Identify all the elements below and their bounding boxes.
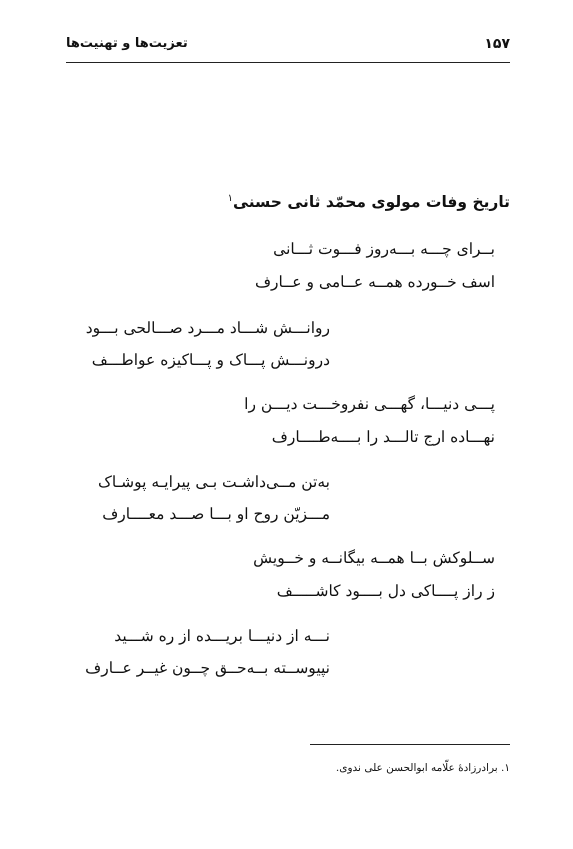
verse-line: پـــی دنیـــا، گهـــی نفروخـــت دیـــن را (244, 395, 495, 413)
page-header (66, 36, 510, 58)
verse-line: نپیوســته بــه‌حــق چــون غیــر عــارف (85, 659, 330, 677)
verse-line: نـــه از دنیـــا بریـــده از ره شـــید (114, 627, 330, 645)
verse-line: ســلوکش بــا همــه بیگانــه و خــویش (253, 549, 495, 567)
footnote: ۱. برادرزادهٔ علّامه ابوالحسن علی ندوی. (335, 762, 510, 774)
running-header-title: تعزیت‌ها و تهنیت‌ها (66, 36, 188, 51)
verse-line: به‌تن مــی‌داشـت بـی پیرایـه پوشـاک (98, 473, 330, 491)
verse-line: اسف خــورده همــه عــامی و عــارف (254, 273, 495, 291)
verse-line: نهـــاده ارج تالـــد را بــــه‌طــــارف (271, 428, 495, 446)
verse-line: درونـــش پـــاک و پـــاکیزه عواطـــف (91, 351, 330, 369)
poem-title-text: تاریخ وفات مولوی محمّد ثانی حسنی (233, 193, 510, 212)
footnote-mark: ۱ (227, 193, 234, 204)
verse-line: بــرای چـــه بـــه‌روز فـــوت ثـــانی (273, 240, 495, 258)
verse-line: ز راز پــــاکی دل بــــود کاشـــــف (276, 582, 495, 600)
verse-line: مـــزیّن روح او بـــا صـــد معــــارف (102, 505, 330, 523)
header-rule (66, 62, 510, 63)
verse-line: روانـــش شـــاد مـــرد صـــالحی بـــود (85, 319, 330, 337)
footnote-rule (310, 744, 510, 745)
poem-title (228, 193, 510, 211)
page-number: ۱۵۷ (484, 36, 510, 52)
